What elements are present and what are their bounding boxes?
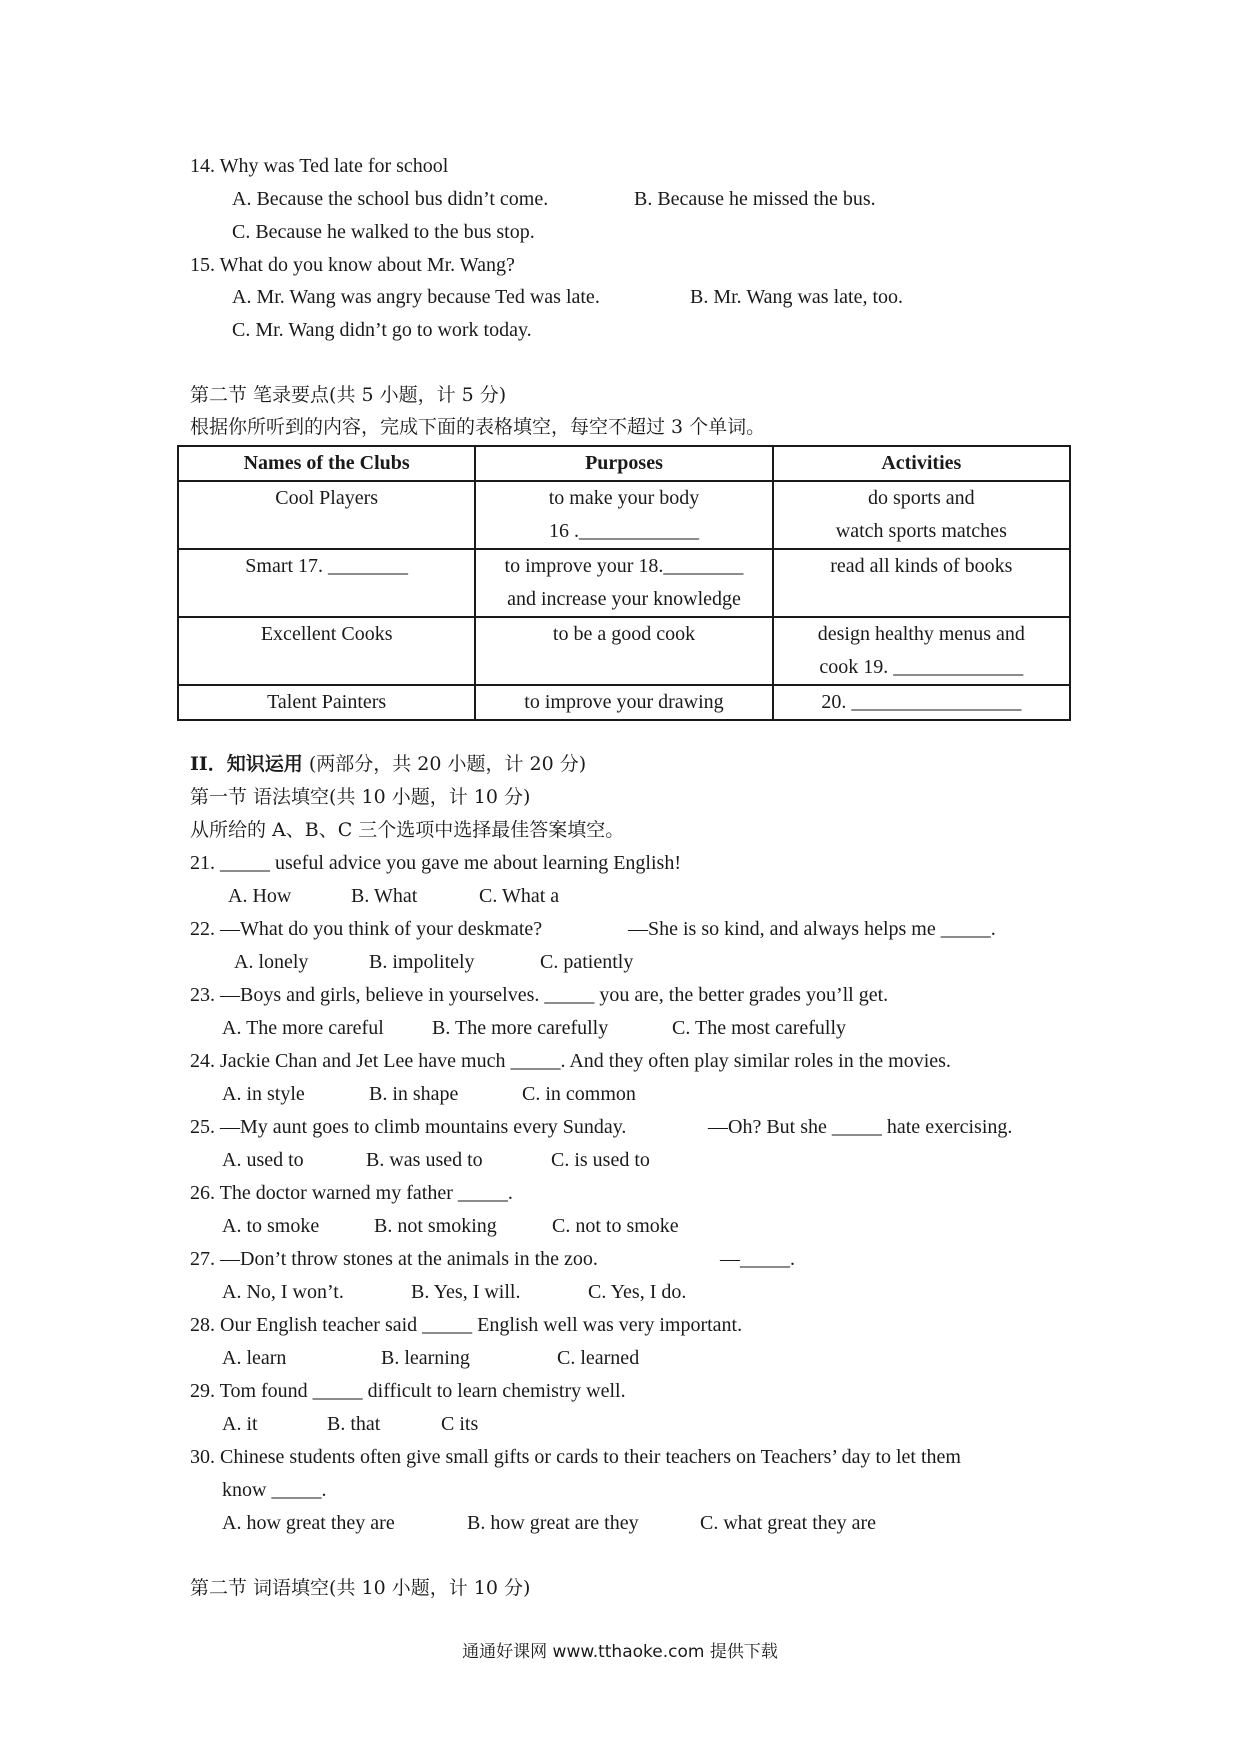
blank-17[interactable]: Smart 17. ________ bbox=[245, 555, 409, 577]
question-28-stem: 28. Our English teacher said _____ English well was very important. bbox=[190, 1314, 743, 1336]
cell-text: do sports and bbox=[867, 487, 975, 509]
table-row bbox=[178, 685, 1070, 720]
cell-text: Talent Painters bbox=[267, 691, 387, 713]
question-23-option-a[interactable]: A. The more careful bbox=[222, 1017, 384, 1039]
question-14-stem: 14. Why was Ted late for school bbox=[190, 155, 449, 177]
part2-heading-rest: (两部分，共 20 小题，计 20 分) bbox=[308, 753, 587, 775]
question-29-option-b[interactable]: B. that bbox=[327, 1413, 381, 1435]
notes-section-instruction: 根据你所听到的内容，完成下面的表格填空，每空不超过 3 个单词。 bbox=[190, 416, 766, 438]
question-27-reply: —_____. bbox=[720, 1248, 795, 1270]
question-22-option-c[interactable]: C. patiently bbox=[540, 951, 634, 973]
question-25-stem: 25. —My aunt goes to climb mountains every Sunday. bbox=[190, 1116, 627, 1138]
question-29-stem: 29. Tom found _____ difficult to learn chemistry well. bbox=[190, 1380, 626, 1402]
question-15-stem: 15. What do you know about Mr. Wang? bbox=[190, 254, 515, 276]
table-row bbox=[178, 617, 1070, 685]
notes-section-heading: 第二节 笔录要点(共 5 小题，计 5 分) bbox=[190, 384, 507, 406]
cell-text: to be a good cook bbox=[552, 623, 696, 645]
question-28-option-a[interactable]: A. learn bbox=[222, 1347, 287, 1369]
question-14-option-c: C. Because he walked to the bus stop. bbox=[232, 221, 535, 243]
activity-cell bbox=[773, 549, 1070, 617]
page-footer: 通通好课网 www.tthaoke.com 提供下载 bbox=[462, 1642, 778, 1662]
question-24-option-c[interactable]: C. in common bbox=[522, 1083, 636, 1105]
question-27-stem: 27. —Don’t throw stones at the animals in the zoo. bbox=[190, 1248, 598, 1270]
club-name-cell bbox=[178, 617, 475, 685]
purpose-cell bbox=[475, 617, 772, 685]
table-row bbox=[178, 481, 1070, 549]
purpose-cell bbox=[475, 685, 772, 720]
question-30-option-b[interactable]: B. how great are they bbox=[467, 1512, 639, 1534]
question-23-option-b[interactable]: B. The more carefully bbox=[432, 1017, 609, 1039]
header-activities: Activities bbox=[773, 446, 1070, 481]
cell-text: Excellent Cooks bbox=[260, 623, 393, 645]
purpose-cell bbox=[475, 481, 772, 549]
question-29-option-a[interactable]: A. it bbox=[222, 1413, 258, 1435]
header-purposes: Purposes bbox=[475, 446, 772, 481]
question-21-option-a[interactable]: A. How bbox=[228, 885, 292, 907]
question-15-option-a: A. Mr. Wang was angry because Ted was late. bbox=[232, 286, 600, 308]
question-24-option-b[interactable]: B. in shape bbox=[369, 1083, 459, 1105]
section1-instruction: 从所给的 A、B、C 三个选项中选择最佳答案填空。 bbox=[190, 819, 625, 841]
question-27-option-c[interactable]: C. Yes, I do. bbox=[588, 1281, 687, 1303]
question-22-stem: 22. —What do you think of your deskmate? bbox=[190, 918, 543, 940]
question-25-option-b[interactable]: B. was used to bbox=[366, 1149, 483, 1171]
question-24-stem: 24. Jackie Chan and Jet Lee have much _____. And they often play similar roles in the movies. bbox=[190, 1050, 951, 1072]
question-30-option-a[interactable]: A. how great they are bbox=[222, 1512, 395, 1534]
question-25-reply: —Oh? But she _____ hate exercising. bbox=[708, 1116, 1013, 1138]
activity-cell bbox=[773, 617, 1070, 685]
part2-heading bbox=[190, 752, 586, 776]
section1-heading: 第一节 语法填空(共 10 小题，计 10 分) bbox=[190, 786, 531, 808]
cell-text: watch sports matches bbox=[835, 520, 1007, 542]
cell-text: to make your body bbox=[548, 487, 700, 509]
purpose-cell bbox=[475, 549, 772, 617]
question-28-option-b[interactable]: B. learning bbox=[381, 1347, 470, 1369]
question-14-option-a: A. Because the school bus didn’t come. bbox=[232, 188, 549, 210]
part2-heading-bold: II．知识运用 bbox=[190, 753, 303, 775]
question-27-option-a[interactable]: A. No, I won’t. bbox=[222, 1281, 344, 1303]
question-22-option-b[interactable]: B. impolitely bbox=[369, 951, 475, 973]
blank-16[interactable]: 16 .____________ bbox=[548, 520, 699, 542]
question-26-option-a[interactable]: A. to smoke bbox=[222, 1215, 320, 1237]
question-15-option-c: C. Mr. Wang didn’t go to work today. bbox=[232, 319, 532, 341]
question-23-option-c[interactable]: C. The most carefully bbox=[672, 1017, 847, 1039]
activity-cell bbox=[773, 685, 1070, 720]
cell-text: and increase your knowledge bbox=[507, 588, 741, 610]
club-name-cell bbox=[178, 481, 475, 549]
question-26-stem: 26. The doctor warned my father _____. bbox=[190, 1182, 513, 1204]
question-28-option-c[interactable]: C. learned bbox=[557, 1347, 640, 1369]
question-22-reply: —She is so kind, and always helps me _____. bbox=[628, 918, 996, 940]
blank-20[interactable]: 20. _________________ bbox=[821, 691, 1022, 713]
question-25-option-c[interactable]: C. is used to bbox=[551, 1149, 650, 1171]
question-21-option-b[interactable]: B. What bbox=[351, 885, 418, 907]
question-22-option-a[interactable]: A. lonely bbox=[234, 951, 309, 973]
question-30-stem-continued: know _____. bbox=[222, 1479, 327, 1501]
section2-heading: 第二节 词语填空(共 10 小题，计 10 分) bbox=[190, 1577, 531, 1599]
blank-19[interactable]: cook 19. _____________ bbox=[819, 656, 1024, 678]
cell-text: read all kinds of books bbox=[830, 555, 1013, 577]
question-30-option-c[interactable]: C. what great they are bbox=[700, 1512, 877, 1534]
cell-text: to improve your drawing bbox=[524, 691, 724, 713]
blank-18[interactable]: to improve your 18.________ bbox=[504, 555, 744, 577]
question-25-option-a[interactable]: A. used to bbox=[222, 1149, 304, 1171]
header-names-of-clubs: Names of the Clubs bbox=[178, 446, 475, 481]
question-23-stem: 23. —Boys and girls, believe in yourselves. _____ you are, the better grades you’ll get. bbox=[190, 984, 889, 1006]
activity-cell bbox=[773, 481, 1070, 549]
question-30-stem: 30. Chinese students often give small gifts or cards to their teachers on Teachers’ day to let them bbox=[190, 1446, 961, 1468]
question-15-option-b: B. Mr. Wang was late, too. bbox=[690, 286, 903, 308]
question-21-option-c[interactable]: C. What a bbox=[479, 885, 560, 907]
question-27-option-b[interactable]: B. Yes, I will. bbox=[411, 1281, 521, 1303]
question-14-option-b: B. Because he missed the bus. bbox=[634, 188, 876, 210]
question-26-option-c[interactable]: C. not to smoke bbox=[552, 1215, 679, 1237]
cell-text: Cool Players bbox=[275, 487, 379, 509]
table-header-row bbox=[178, 446, 1070, 481]
clubs-table bbox=[177, 445, 1071, 721]
question-21-stem: 21. _____ useful advice you gave me about learning English! bbox=[190, 852, 681, 874]
club-name-cell bbox=[178, 685, 475, 720]
cell-text: design healthy menus and bbox=[817, 623, 1025, 645]
club-name-cell bbox=[178, 549, 475, 617]
question-29-option-c[interactable]: C its bbox=[441, 1413, 479, 1435]
question-24-option-a[interactable]: A. in style bbox=[222, 1083, 305, 1105]
question-26-option-b[interactable]: B. not smoking bbox=[374, 1215, 497, 1237]
table-row bbox=[178, 549, 1070, 617]
